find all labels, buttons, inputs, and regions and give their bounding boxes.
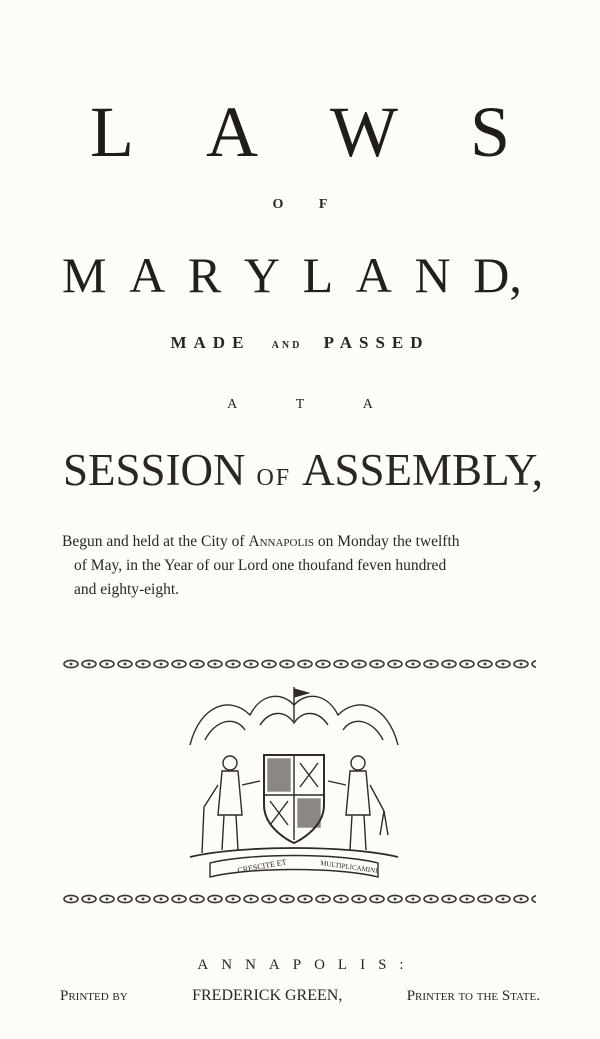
laws-heading — [60, 92, 540, 172]
ornamental-border-bottom — [62, 893, 536, 905]
laws-letter: A — [205, 92, 258, 172]
city-name: Annapolis — [248, 533, 314, 550]
motto-right: MULTIPLICAMINI — [319, 859, 378, 876]
maryland-letter: Y — [243, 247, 280, 303]
of-heading: O F — [272, 197, 344, 212]
made-word: MADE — [170, 333, 251, 352]
maryland-letter: N — [414, 247, 451, 303]
maryland-letter: R — [187, 247, 222, 303]
maryland-letter: L — [302, 247, 334, 303]
session-heading — [63, 445, 543, 495]
made-and-passed — [0, 333, 600, 353]
motto-left: CRESCITE ET — [236, 857, 288, 875]
laws-letter: S — [469, 92, 510, 172]
printer-title: Printer to the State. — [406, 988, 540, 1004]
line1-end: on Monday the twelfth — [314, 533, 460, 550]
maryland-letter: A — [355, 247, 392, 303]
maryland-heading — [62, 247, 522, 303]
passed-word: PASSED — [323, 333, 430, 352]
description-line-1 — [62, 530, 542, 554]
description-line-2: of May, in the Year of our Lord one thoufand feven hundred — [74, 557, 447, 574]
imprint-place: ANNAPOLIS: — [197, 957, 417, 973]
session-description — [62, 530, 542, 602]
and-word: AND — [271, 340, 303, 351]
maryland-seal-engraving — [180, 685, 408, 885]
ornamental-border-top — [62, 658, 536, 670]
at-a-line: A T A — [227, 397, 401, 412]
printer-name: FREDERICK GREEN, — [192, 987, 343, 1004]
description-line-3: and eighty-eight. — [74, 581, 180, 598]
imprint-printer — [60, 987, 540, 1005]
session-word: SESSION — [63, 445, 246, 495]
line1-start: Begun and held at the City of — [62, 533, 249, 550]
maryland-letter: A — [129, 247, 166, 303]
printed-by: Printed by — [60, 988, 128, 1004]
maryland-letter: M — [62, 247, 107, 303]
of-word: OF — [256, 465, 292, 491]
laws-letter: W — [329, 92, 398, 172]
laws-letter: L — [90, 92, 134, 172]
maryland-letter: D, — [473, 247, 522, 303]
assembly-word: ASSEMBLY, — [302, 445, 543, 495]
